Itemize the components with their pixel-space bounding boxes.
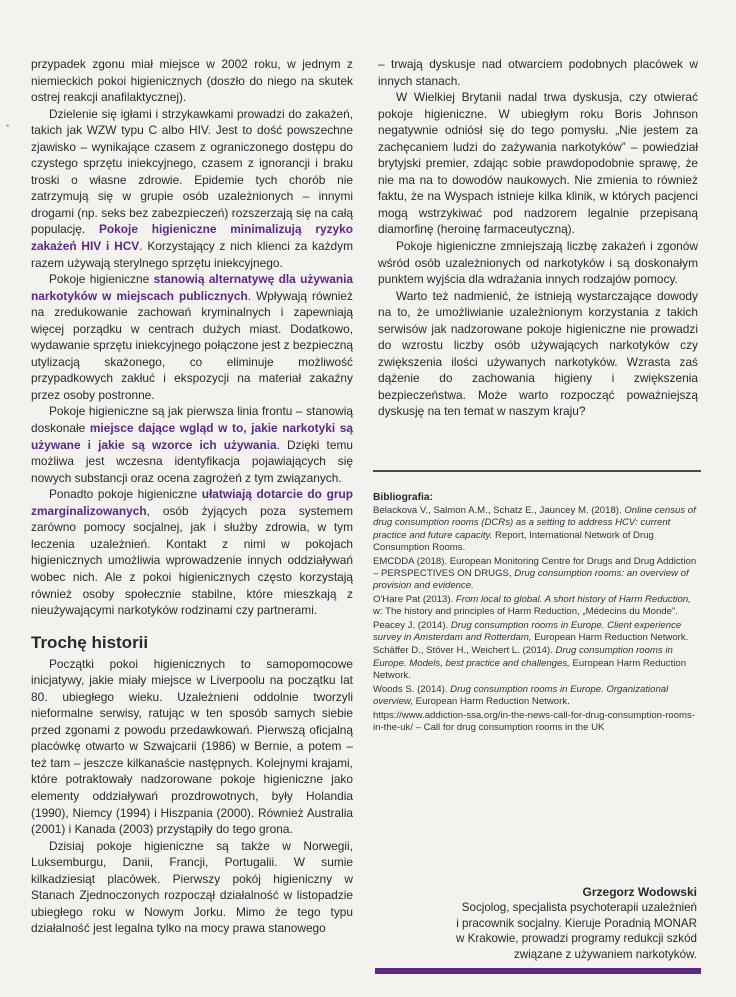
- paragraph-alternative: [31, 271, 353, 403]
- bibliography-list: [373, 505, 699, 734]
- footer-accent-bar: [375, 968, 701, 974]
- highlight-hiv-hcv: Pokoje higieniczne minimalizują ryzyko zakażeń HIV i HCV: [31, 222, 353, 254]
- left-column: [31, 56, 353, 937]
- bibliography-entry-title: Drug consumption rooms in Europe. Client experience survey in Amsterdam and Rotterdam,: [373, 619, 682, 644]
- bibliography-entry-text: w: The history and principles of Harm Reduction, „Médecins du Monde”.: [373, 606, 678, 618]
- paragraph-conclusion: Warto też nadmienić, że istnieją wystarczające dowody na to, że umożliwianie uzależnionym korzystania z takich serwisów jak nadzorowane pokoje higieniczne nie prowadzi do wzrostu liczby osób używających narkotyków czy zwiększenia ilości używanych narkotyków. Wzrasta zaś dążenie do zachowania higieny i zwiększenia bezpieczeństwa. Może warto rozpocząć poważniejszą dyskusję na ten temat w naszym kraju?: [378, 288, 698, 419]
- bibliography-entry-text: European Harm Reduction Network.: [373, 657, 687, 682]
- section-heading-history: Trochę historii: [31, 632, 149, 652]
- bibliography-entry-text: Belackova V., Salmon A.M., Schatz E., Jauncey M. (2018).: [373, 505, 625, 516]
- bibliography-entry: [373, 645, 699, 682]
- author-description-line: i pracownik socjalny. Kieruje Poradnią MONAR: [456, 916, 697, 930]
- paragraph-uk: W Wielkiej Brytanii nadal trwa dyskusja, czy otwierać pokoje higieniczne. W ubiegłym roku Boris Johnson negatywnie odniósł się do tego pomysłu. „Nie jestem za zachęcaniem ludzi do zażywania narkotyków” – powiedział brytyjski premier, zdając sobie prawdopodobnie sprawę, że nie ma na to dowodów naukowych. Nie zmienia to również faktu, że na Wyspach istnieje kilka klinik, w których pacjenci mogą wstrzykiwać pod nadzorem legalnie przepisaną diamorfinę (heroinę farmaceutyczną).: [378, 90, 698, 237]
- bibliography-entry-text: EMCDDA (2018). European Monitoring Centre for Drugs and Drug Addiction – PERSPECTIVES ON DRUGS,: [373, 555, 697, 580]
- bibliography-entry-text: Peacey J. (2014).: [373, 619, 451, 631]
- bibliography-entry-title: Drug consumption rooms: an overview of provision and evidence.: [373, 568, 689, 592]
- right-column: [378, 56, 698, 420]
- paragraph-1: przypadek zgonu miał miejsce w 2002 roku, w jednym z niemieckich pokoi higienicznych (doszło do niego na skutek ostrej reakcji anafilaktycznej).: [31, 57, 353, 105]
- bibliography-entry-text: Schäffer D., Stöver H., Weichert L. (2014).: [373, 645, 556, 657]
- highlight-alternative: stanowią alternatywę dla używania narkotyków w miejscach publicznych: [31, 272, 353, 303]
- author-description-line: związane z używaniem narkotyków.: [513, 947, 697, 961]
- bibliography-divider: [373, 470, 701, 472]
- paragraph-text: . Korzystający z nich klienci za każdym razem używają sterylnego sprzętu iniekcyjnego.: [31, 239, 353, 270]
- margin-speck: [6, 124, 9, 127]
- bibliography-entry-text: European Harm Reduction Network.: [413, 696, 570, 708]
- bibliography-title: Bibliografia:: [373, 492, 434, 503]
- paragraph-frontline: [31, 403, 353, 486]
- bibliography-entry: [373, 684, 699, 709]
- bibliography-entry: [373, 556, 699, 593]
- author-description-line: Socjolog, specjalista psychoterapii uzależnień: [461, 901, 697, 914]
- bibliography-entry-title: Drug consumption rooms in Europe. Organizational overview,: [373, 683, 669, 708]
- bibliography-entry-title: From local to global. A short history of Harm Reduction,: [455, 593, 691, 605]
- author-name: Grzegorz Wodowski: [582, 885, 697, 899]
- bibliography-entry-text: Woods S. (2014).: [373, 683, 451, 695]
- author-box: [400, 884, 697, 962]
- bibliography-entry-text: https://www.addiction-ssa.org/in-the-news-call-for-drug-consumption-rooms-in-the-uk/ – Call for drug consumption rooms in the UK: [373, 709, 696, 733]
- paragraph-marginalized: [31, 486, 353, 618]
- paragraph-text: Ponadto pokoje higieniczne: [49, 487, 202, 502]
- bibliography-entry: [373, 505, 699, 555]
- paragraph-reduce: Pokoje higieniczne zmniejszają liczbę zakażeń i zgonów wśród osób uzależnionych od narkotyków i są doskonałym punktem wyjścia dla wdrażania innych rodzajów pomocy.: [378, 239, 698, 287]
- paragraph-text: Dzielenie się igłami i strzykawkami prowadzi do zakażeń, takich jak WZW typu C albo HIV. Jest to dość powszechne zjawisko – wynikające czasem z ograniczonego dostępu do czystego sprzętu iniekcyjnego, czasem z ignorancji i braku troski o własne zdrowie. Epidemie tych chorób nie zatrzymują się w grupie osób uzależnionych – innymi drogami (np. seks bez zabezpieczeń) rozszerzają się na całą populację.: [31, 106, 353, 237]
- bibliography-entry-title: Online census of drug consumption rooms (DCRs) as a setting to address HCV: current practice and future capacity.: [373, 505, 696, 541]
- paragraph-text: Pokoje higieniczne: [49, 272, 154, 287]
- author-description-line: w Krakowie, prowadzi programy redukcji szkód: [456, 932, 697, 946]
- paragraph-today: Dzisiaj pokoje higieniczne są także w Norwegii, Luksemburgu, Danii, Francji, Portugalii. W sumie kilkadziesiąt placówek. Pierwszy pokój higieniczny w Stanach Zjednoczonych rozpoczął działalność w listopadzie ubiegłego roku w Nowym Jorku. Mimo że tego typu działalność jest legalna tylko na mocy prawa stanowego: [31, 838, 353, 936]
- paragraph-text: Pokoje higieniczne są jak pierwsza linia frontu – stanowią doskonałe: [31, 404, 353, 436]
- bibliography-entry-text: European Harm Reduction Network.: [531, 632, 689, 644]
- highlight-marginalized: ułatwiają dotarcie do grup zmarginalizowanych: [31, 487, 353, 518]
- highlight-insight: miejsce dające wgląd w to, jakie narkotyki są używane i jakie są wzorce ich używania: [31, 421, 353, 452]
- bibliography-entry: [373, 620, 699, 645]
- paragraph-infections: [31, 106, 353, 271]
- paragraph-text: . Wpływają również na zredukowanie zachowań kryminalnych i zapewniają więcej porządku w centrach dużych miast. Dodatkowo, wydawanie sprzętu iniekcyjnego połączone jest z bezpieczną utylizacją skażonego, co eliminuje możliwość przypadkowych zakłuć i ekspozycji na materiał zakaźny przez osoby postronne.: [31, 288, 353, 402]
- paragraph-text: , osób żyjących poza systemem zarówno pomocy socjalnej, jak i służby zdrowia, w tym leczenia uzależnień. Kontakt z nimi w pokojach higienicznych umożliwia wprowadzenie innych oddziaływań wobec nich. Ale z pokoi higienicznych często korzystają również osoby społecznie stabilne, które mieszkają z nieużywającymi narkotyków rodzinami czy partnerami.: [31, 503, 353, 618]
- paragraph-history: Początki pokoi higienicznych to samopomocowe inicjatywy, jakie miały miejsce w Liverpoolu na początku lat 80. ubiegłego wieku. Uzależnieni oddolnie tworzyli nieformalne serwisy, ratując w ten sposób samych siebie przed zgonami z powodu przedawkowań. Pierwszą oficjalną placówkę otwarto w Szwajcarii (1986) w Bernie, a potem – też tam – jeszcze kilkanaście następnych. Kolejnymi krajami, które potraktowały nadzorowane pokoje higieniczne jako elementy oddziaływań prozdrowotnych, były Holandia (1990), Niemcy (1994) i Hiszpania (2000). Również Australia (2001) i Kanada (2003) przystąpiły do tego grona.: [31, 656, 353, 837]
- bibliography-entry: [373, 594, 699, 619]
- bibliography-entry: [373, 710, 699, 735]
- paragraph-text: . Dzięki temu możliwa jest wczesna identyfikacja pojawiających się nowych substancji oraz ocena zagrożeń z tym związanych.: [31, 437, 353, 485]
- bibliography-entry-text: O'Hare Pat (2013).: [373, 593, 456, 605]
- bibliography: [373, 492, 699, 735]
- bibliography-entry-title: Drug consumption rooms in Europe. Models, best practice and challenges,: [373, 645, 673, 669]
- bibliography-entry-text: Report, International Network of Drug Consumption Rooms.: [373, 529, 654, 554]
- paragraph-continuation: – trwają dyskusje nad otwarciem podobnych placówek w innych stanach.: [378, 57, 698, 88]
